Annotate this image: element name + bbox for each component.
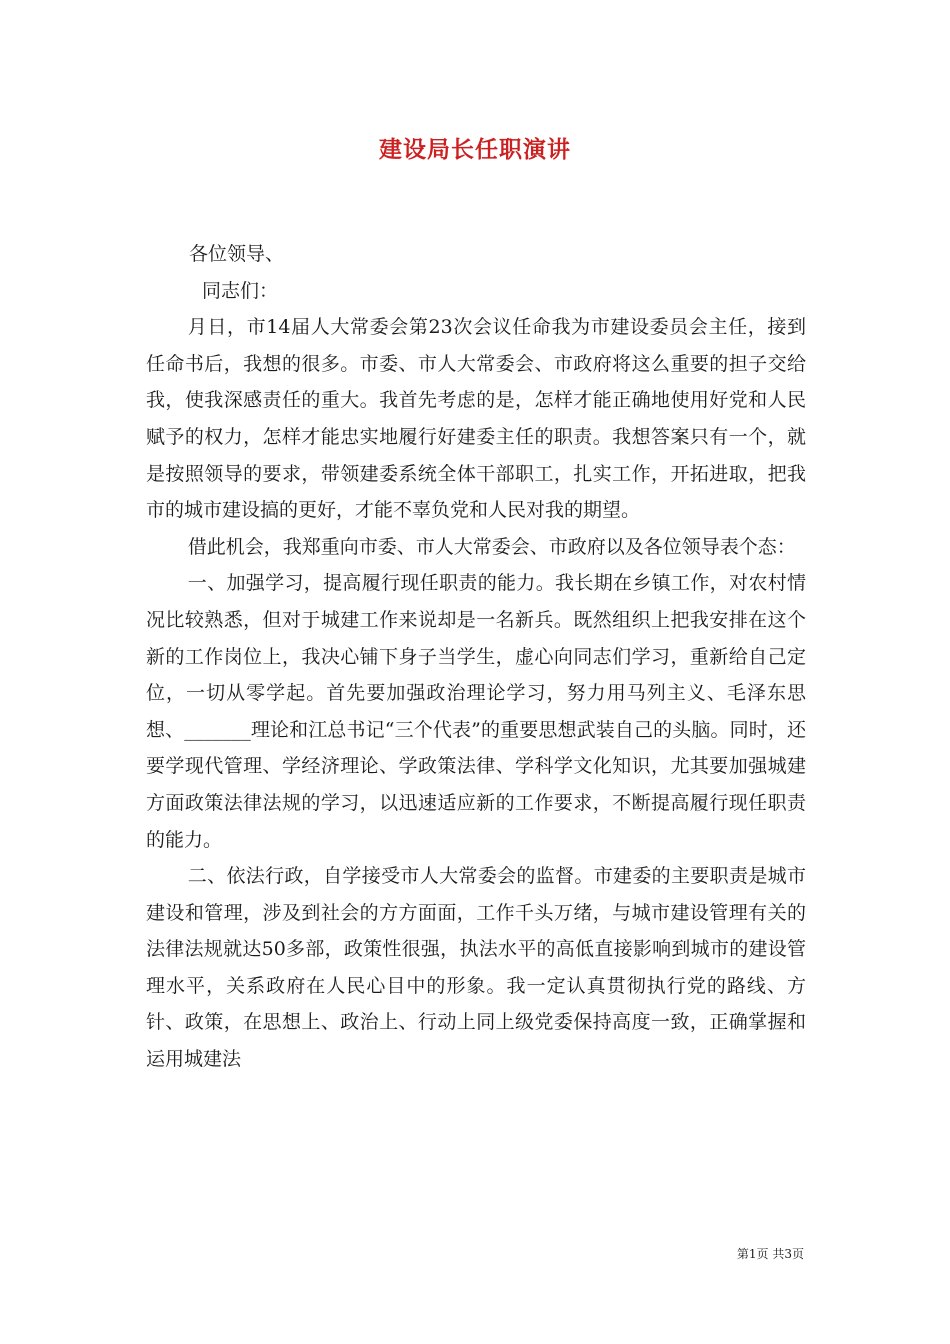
paragraph-statement-intro: 借此机会，我郑重向市委、市人大常委会、市政府以及各位领导表个态： [187, 535, 796, 558]
paragraph-appointment: 月日，市14届人大常委会第23次会议任命我为市建设委员会主任，接到任命书后，我想的很多。市委、市人大常委会、市政府将这么重要的担子交给我，使我深感责任的重大。我首先考虑的是，怎样才能正确地使用好党和人民赋予的权力，怎样才能忠实地履行好建委主任的职责。我想答案只有一个，就是按照领导的要求，带领建委系统全体干部职工，扎实工作，开拓进取，把我市的城市建设搞的更好，才能不辜负党和人民对我的期望。 [146, 316, 806, 522]
paragraph-point-two: 二、依法行政，自学接受市人大常委会的监督。市建委的主要职责是城市建设和管理，涉及到社会的方方面面，工作千头万绪，与城市建设管理有关的法律法规就达50多部，政策性很强，执法水平的高低直接影响到城市的建设管理水平，关系政府在人民心目中的形象。我一定认真贯彻执行党的路线、方针、政策，在思想上、政治上、行动上同上级党委保持高度一致，正确掌握和运用城建法 [146, 865, 806, 1071]
paragraph-point-one: 一、加强学习，提高履行现任职责的能力。我长期在乡镇工作，对农村情况比较熟悉，但对于城建工作来说却是一名新兵。既然组织上把我安排在这个新的工作岗位上，我决心铺下身子当学生，虚心向同志们学习，重新给自己定位，一切从零学起。首先要加强政治理论学习，努力用马列主义、毛泽东思想、_______理论和江总书记“三个代表”的重要思想武装自己的头脑。同时，还要学现代管理、学经济理论、学政策法律、学科学文化知识，尤其要加强城建方面政策法律法规的学习，以迅速适应新的工作要求，不断提高履行现任职责的能力。 [146, 572, 806, 851]
page-number-footer: 第1页 共3页 [736, 1247, 804, 1261]
document-body [146, 236, 806, 1078]
document-title: 建设局长任职演讲 [379, 136, 571, 163]
greeting-line-1: 各位领导、 [189, 243, 285, 265]
greeting-line-2: 同志们： [202, 279, 279, 302]
